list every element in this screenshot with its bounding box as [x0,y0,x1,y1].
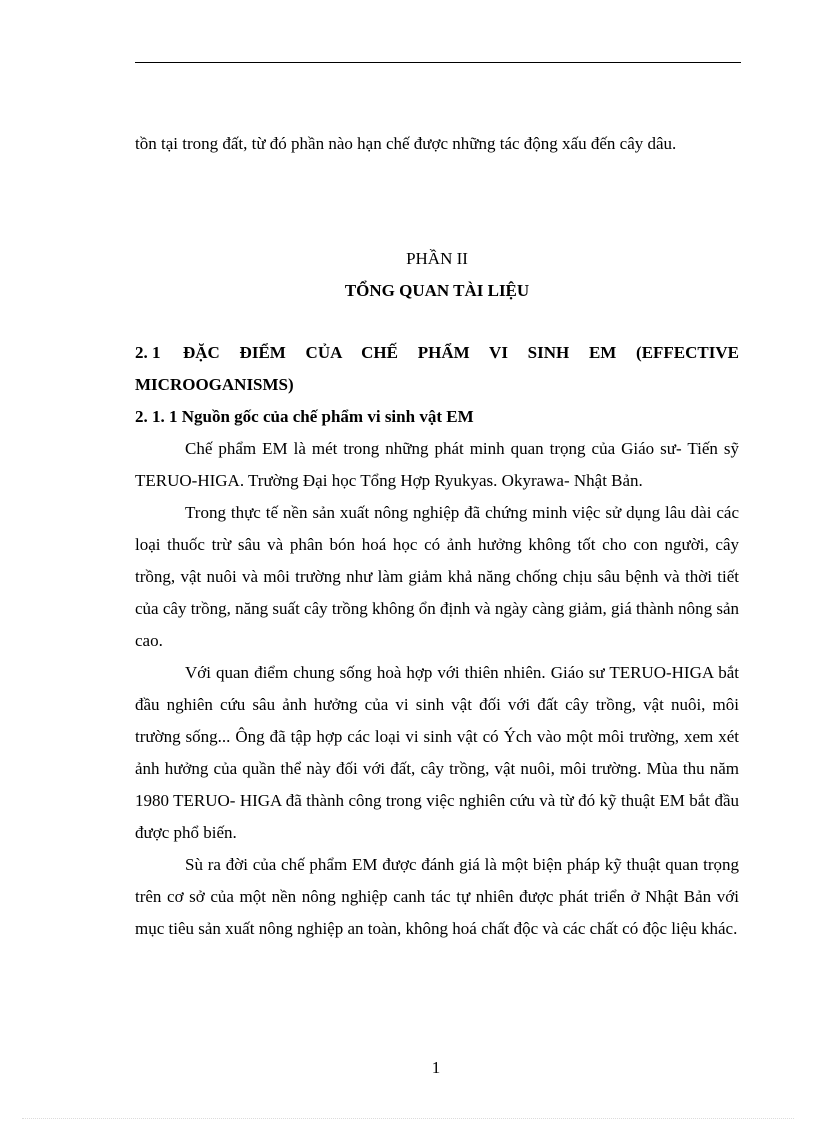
paragraph-4: Sù ra đời của chế phẩm EM được đánh giá là một biện pháp kỹ thuật quan trọng trên cơ sở của một nền nông nghiệp canh tác tự nhiên được phát triển ở Nhật Bản với mục tiêu sản xuất nông nghiệp an toàn, không hoá chất độc và các chất có độc liệu khác. [135,855,739,938]
section-number: 2. 1 [135,343,161,362]
subsection-heading: 2. 1. 1 Nguồn gốc của chế phẩm vi sinh vật EM [135,407,474,426]
continuation-paragraph: tồn tại trong đất, từ đó phần nào hạn chế được những tác động xấu đến cây dâu. [135,134,677,153]
part-label: PHẦN II [406,249,468,268]
section-heading [135,337,739,401]
header-rule [135,62,741,63]
page-body [135,128,739,945]
paragraph-2: Trong thực tế nền sản xuất nông nghiệp đã chứng minh việc sử dụng lâu dài các loại thuốc trừ sâu và phân bón hoá học có ảnh hưởng không tốt cho con người, cây trồng, vật nuôi và môi trường như làm giảm khả năng chống chịu sâu bệnh và thời tiết của cây trồng, năng suất cây trồng không ổn định và ngày càng giảm, giá thành nông sản cao. [135,503,739,650]
footer-rule [22,1118,794,1119]
section-title: ĐẶC ĐIỂM CỦA CHẾ PHẨM VI SINH EM (EFFECTIVE MICROOGANISMS) [135,343,739,394]
paragraph-3: Với quan điểm chung sống hoà hợp với thiên nhiên. Giáo sư TERUO-HIGA bắt đầu nghiên cứu sâu ảnh hưởng của vi sinh vật đối với đất cây trồng, vật nuôi, môi trường sống... Ông đã tập hợp các loại vi sinh vật có Ých vào một môi trường, xem xét ảnh hưởng của quần thể này đối với đất, cây trồng, vật nuôi, môi trường. Mùa thu năm 1980 TERUO- HIGA đã thành công trong việc nghiên cứu và từ đó kỹ thuật EM bắt đầu được phổ biến. [135,663,739,842]
paragraph-1: Chế phẩm EM là mét trong những phát minh quan trọng của Giáo sư- Tiến sỹ TERUO-HIGA. Trường Đại học Tổng Hợp Ryukyas. Okyrawa- Nhật Bản. [135,439,739,490]
page-number: 1 [431,1058,441,1077]
part-title: TỔNG QUAN TÀI LIỆU [344,281,530,300]
